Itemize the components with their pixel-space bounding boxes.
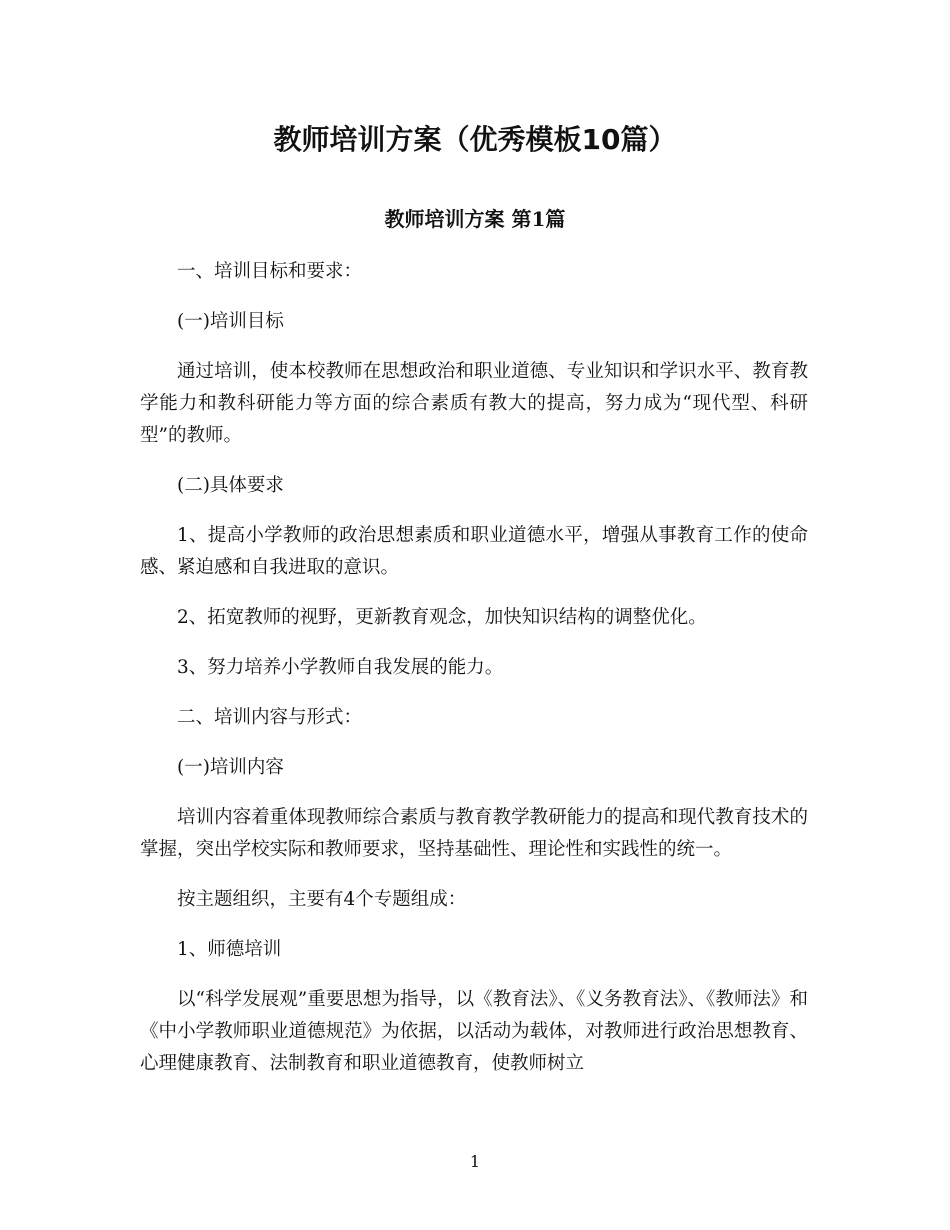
subheading-training-content: (一)培训内容 <box>177 757 284 778</box>
subheading-specific-requirements: (二)具体要求 <box>177 475 284 496</box>
topic-ethics-training: 1、师德培训 <box>177 939 282 960</box>
section-subtitle: 教师培训方案 第1篇 <box>384 207 566 231</box>
paragraph-training-goals: 通过培训，使本校教师在思想政治和职业道德、专业知识和学识水平、教育教学能力和教科研能力等方面的综合素质有教大的提高，努力成为“现代型、科研型”的教师。 <box>140 361 808 446</box>
heading-training-content-form: 二、培训内容与形式： <box>177 707 363 728</box>
requirement-item-3: 3、努力培养小学教师自我发展的能力。 <box>177 657 504 678</box>
paragraph-ethics-training: 以“科学发展观”重要思想为指导，以《教育法》、《义务教育法》、《教师法》和《中小学教师职业道德规范》为依据，以活动为载体，对教师进行政治思想教育、心理健康教育、法制教育和职业道德教育，使教师树立 <box>140 989 808 1074</box>
page-number: 1 <box>469 1152 481 1171</box>
paragraph-training-content: 培训内容着重体现教师综合素质与教育教学教研能力的提高和现代教育技术的掌握，突出学校实际和教师要求，坚持基础性、理论性和实践性的统一。 <box>140 807 808 860</box>
subheading-training-goals: (一)培训目标 <box>177 311 284 332</box>
heading-training-goals-requirements: 一、培训目标和要求： <box>177 261 363 282</box>
paragraph-topics-intro: 按主题组织，主要有4个专题组成： <box>177 889 467 910</box>
document-body <box>140 256 808 1098</box>
requirement-item-2: 2、拓宽教师的视野，更新教育观念，加快知识结构的调整优化。 <box>177 607 707 628</box>
document-title: 教师培训方案（优秀模板10篇） <box>273 123 677 156</box>
requirement-item-1: 1、提高小学教师的政治思想素质和职业道德水平，增强从事教育工作的使命感、紧迫感和自我进取的意识。 <box>140 525 808 578</box>
